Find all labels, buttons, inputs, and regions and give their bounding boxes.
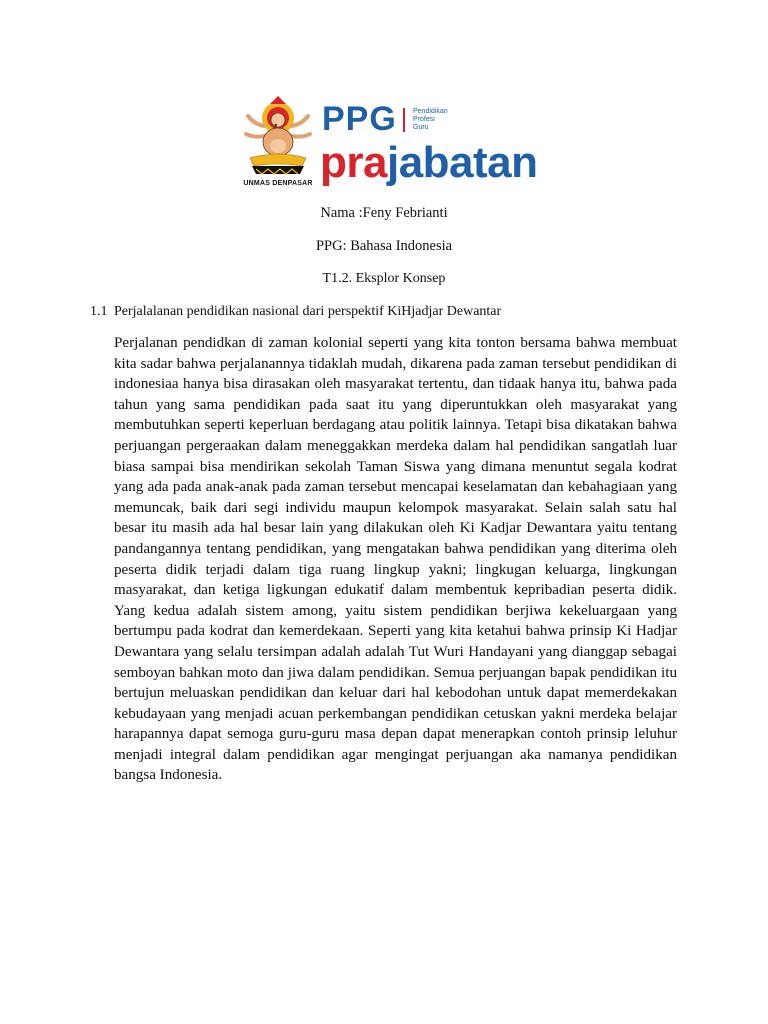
- ppg-subtitle: [413, 108, 448, 132]
- section-heading: [90, 304, 501, 320]
- student-name-line: Nama :Feny Febrianti: [320, 205, 448, 221]
- ppg-subject-line: PPG: Bahasa Indonesia: [315, 238, 453, 254]
- ppg-logo-text: PPG: [322, 100, 397, 138]
- logo-divider: [403, 108, 405, 132]
- section-title-text: Perjalalanan pendidikan nasional dari perspektif KiHjadjar Dewantar: [114, 304, 502, 319]
- unmas-emblem-icon: [240, 96, 316, 192]
- ppg-subtitle-line: Pendidikan: [413, 108, 448, 115]
- task-title-line: T1.2. Eksplor Konsep: [322, 271, 446, 286]
- emblem-caption: UNMAS DENPASAR: [243, 180, 313, 187]
- ppg-subtitle-line: Profesi: [413, 116, 435, 123]
- prajabatan-wordmark: [320, 140, 538, 186]
- ppg-subtitle-line: Guru: [413, 124, 429, 131]
- wordmark-part-red: pra: [320, 138, 387, 187]
- ppg-prajabatan-logo: [240, 96, 538, 192]
- section-number: 1.1: [90, 304, 108, 319]
- wordmark-part-blue: jabatan: [386, 138, 538, 187]
- body-paragraph: Perjalanan pendidkan di zaman kolonial seperti yang kita tonton bersama bahwa membuat kita sadar bahwa perjalanannya tidaklah mudah, dikarena pada zaman tersebut pendidikan di indonesiaa hanya bisa dirasakan oleh masyarakat tertentu, dan tidaak hanya itu, bahwa pada tahun yang sama pendidikan pada saat itu yang diperuntukkan oleh masyarakat yang membutuhkan seperti keperluan berdagang atau politik lainnya. Tetapi bisa dikatakan bahwa perjuangan pergeraakan dalam meneggakkan merdeka dalam hal pendidikan sangatlah luar biasa sampai bisa mendirikan sekolah Taman Siswa yang dimana menuntut segala kodrat yang ada pada anak-anak pada zaman tersebut mencapai keselamatan dan kebahagiaan yang memuncak, baik dari segi individu maupun kelompok masyarakat. Selain salah satu hal besar itu masih ada hal besar lain yang dilakukan oleh Ki Kadjar Dewantara yaitu tentang pandangannya tentang pendidikan, yang mengatakan bahwa pendidikan yang diterima oleh peserta didik terjadi dalam tiga ruang lingkup yakni; lingkugan keluarga, lingkungan masyarakat, dan ketiga ligkungan edukatif dalam membentuk kepribadian peserta didik. Yang kedua adalah sistem among, yaitu sistem pendidikan berjiwa kekeluargaan yang bertumpu pada kodrat dan kemerdekaan. Seperti yang kita ketahui bahwa prinsip Ki Hadjar Dewantara yang selalu tersimpan adalah adalah Tut Wuri Handayani yang dianggap sebagai semboyan bahkan moto dan jiwa dalam pendidikan. Semua perjuangan bapak pendidikan itu bertujun meluaskan pendidikan dan keluar dari hal kebodohan untuk dapat memerdekakan kebudayaan yang menjadi acuan perkembangan pendidikan cetuskan yakni merdeka belajar harapannya dapat semoga guru-guru masa depan dapat menerapkan contoh prinsip leluhur menjadi integral dalam pendidikan agar mengingat perjuangan aka namanya pendidikan bangsa Indonesia.: [114, 335, 677, 784]
